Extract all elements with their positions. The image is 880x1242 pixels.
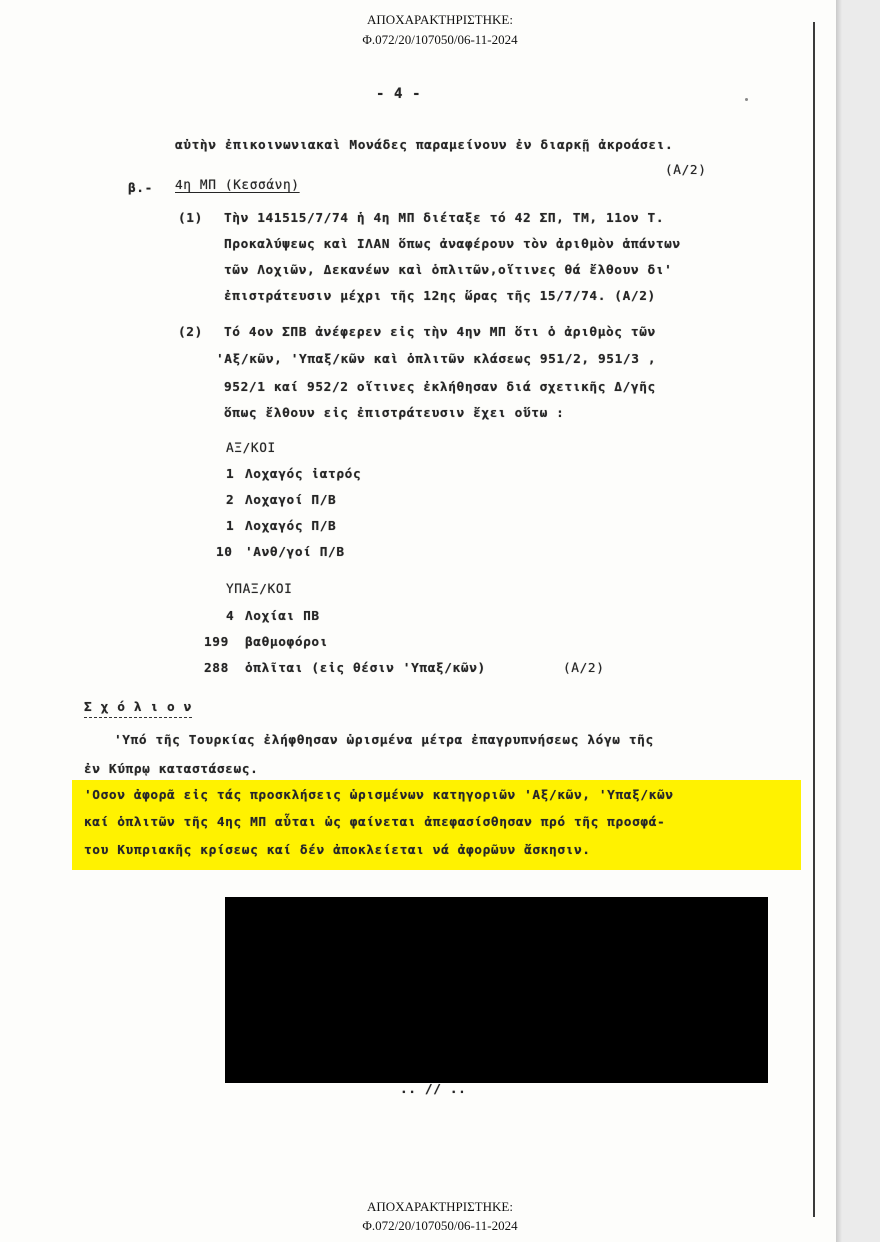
- officer-rank: Λοχαγός Π/Β: [245, 519, 337, 534]
- officer-qty: 1: [226, 519, 235, 534]
- nco-rank: βαθμοφόροι: [245, 635, 329, 650]
- declassified-stamp-label-top: ΑΠΟΧΑΡΑΚΤΗΡΙΣΤΗΚΕ:: [367, 12, 513, 27]
- highlighted-line: 'Οσον ἀφορᾶ εἰς τάς προσκλήσεις ὡρισμένων κατηγοριῶν 'Αξ/κῶν, 'Υπαξ/κῶν: [84, 788, 674, 803]
- item-1-line: ἐπιστράτευσιν μέχρι τῆς 12ης ὥρας τῆς 15/7/74. (Α/2): [224, 289, 656, 304]
- section-marker: β.-: [128, 181, 153, 196]
- item-2-line: 'Αξ/κῶν, 'Υπαξ/κῶν καὶ ὁπλιτῶν κλάσεως 951/2, 951/3 ,: [216, 352, 657, 367]
- nco-rank: Λοχίαι ΠΒ: [245, 609, 320, 624]
- scan-speck: [745, 98, 748, 101]
- section-title: 4η ΜΠ (Κεσσάνη): [175, 178, 300, 193]
- nco-qty: 4: [226, 609, 235, 624]
- officer-qty: 1: [226, 467, 235, 482]
- officer-rank: Λοχαγοί Π/Β: [245, 493, 337, 508]
- nco-qty: 288: [204, 661, 229, 676]
- officer-rank: Λοχαγός ἰατρός: [245, 467, 362, 482]
- continuation-mark: .. // ..: [400, 1082, 467, 1097]
- highlighted-line: καί ὁπλιτῶν τῆς 4ης ΜΠ αὗται ὡς φαίνεται ἀπεφασίσθησαν πρό τῆς προσφά-: [84, 815, 666, 830]
- page-number: - 4 -: [376, 86, 422, 102]
- comment-heading: Σ χ ό λ ι ο ν: [84, 700, 192, 718]
- nco-rank: ὁπλῖται (εἰς θέσιν 'Υπαξ/κῶν): [245, 661, 486, 676]
- item-1-line: τῶν Λοχιῶν, Δεκανέων καὶ ὁπλιτῶν,οἵτινες θά ἔλθουν δι': [224, 263, 673, 278]
- declassified-stamp-ref-top: Φ.072/20/107050/06-11-2024: [362, 32, 518, 47]
- item-1-line: Τὴν 141515/7/74 ἡ 4η ΜΠ διέταξε τό 42 ΣΠ, ΤΜ, 11ον Τ.: [224, 211, 665, 226]
- officer-qty: 10: [216, 545, 233, 560]
- officer-rank: 'Ανθ/γοί Π/Β: [245, 545, 345, 560]
- item-1-line: Προκαλύψεως καὶ ΙΛΑΝ ὅπως ἀναφέρουν τὸν ἀριθμὸν ἁπάντων: [224, 237, 681, 252]
- ncos-ref: (Α/2): [563, 661, 605, 676]
- nco-qty: 199: [204, 635, 229, 650]
- declassified-stamp-ref-bottom: Φ.072/20/107050/06-11-2024: [362, 1218, 518, 1233]
- item-1-number: (1): [178, 211, 203, 226]
- intro-line: αὐτὴν ἐπικοινωνιακαὶ Μονάδες παραμείνουν ἐν διαρκῇ ἀκροάσει.: [175, 138, 674, 153]
- officer-qty: 2: [226, 493, 235, 508]
- item-2-line: ὅπως ἔλθουν εἰς ἐπιστράτευσιν ἔχει οὕτω :: [224, 406, 565, 421]
- declassified-stamp-label-bottom: ΑΠΟΧΑΡΑΚΤΗΡΙΣΤΗΚΕ:: [367, 1199, 513, 1214]
- comment-para-line: ἐν Κύπρῳ καταστάσεως.: [84, 762, 259, 777]
- item-2-number: (2): [178, 325, 203, 340]
- page-edge-shadow: [836, 0, 842, 1242]
- page-margin-line: [813, 22, 815, 1217]
- redaction-block: [225, 897, 768, 1083]
- intro-ref: (Α/2): [665, 163, 707, 178]
- comment-para-line: 'Υπό τῆς Τουρκίας ἐλήφθησαν ὡρισμένα μέτρα ἐπαγρυπνήσεως λόγω τῆς: [114, 733, 654, 748]
- officers-header: ΑΞ/ΚΟΙ: [226, 441, 276, 456]
- item-2-line: 952/1 καί 952/2 οἵτινες ἐκλήθησαν διά σχετικῆς Δ/γῆς: [224, 380, 656, 395]
- highlighted-line: του Κυπριακῆς κρίσεως καί δέν ἀποκλείεται νά ἀφορῶυν ἄσκησιν.: [84, 843, 591, 858]
- item-2-line: Τό 4ον ΣΠΒ ἀνέφερεν εἰς τὴν 4ην ΜΠ ὅτι ὁ ἀριθμὸς τῶν: [224, 325, 656, 340]
- ncos-header: ΥΠΑΞ/ΚΟΙ: [226, 582, 293, 597]
